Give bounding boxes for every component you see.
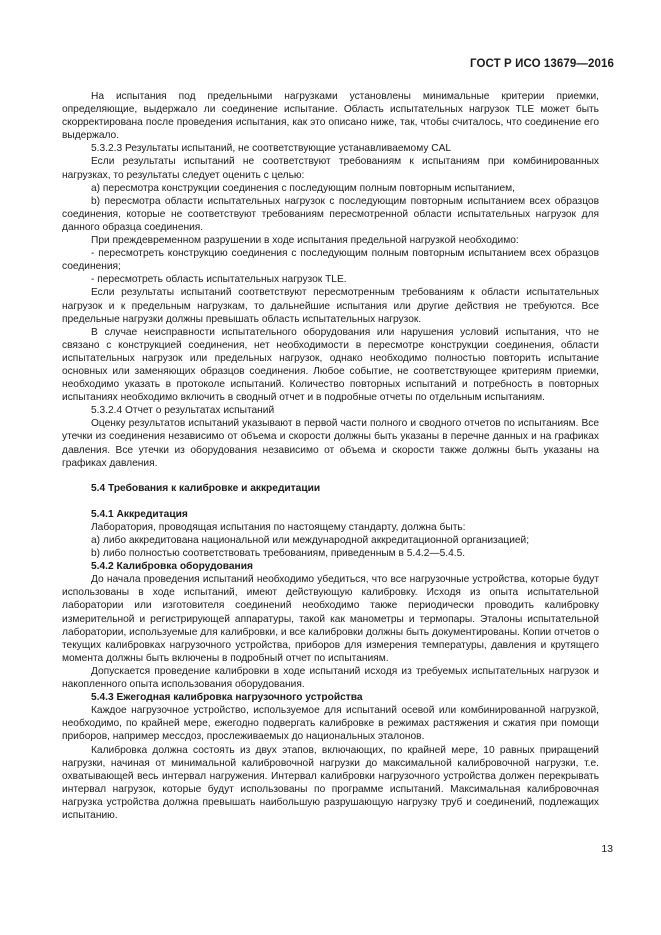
subsection-5-4-3-heading: 5.4.3 Ежегодная калибровка нагрузочного устройства xyxy=(91,692,363,704)
paragraph-report-evaluation: Оценку результатов испытаний указывают в первой части полного и сводного отчетов по испытаниям. Все утечки из соединения независимо от объема и скорости должны быть указаны в перечне данных и на графиках давления. Все утечки из оборудования независимо от объема и скорости также должны быть указаны на графиках давления. xyxy=(62,418,599,469)
paragraph-results-mismatch: Если результаты испытаний не соответствуют требованиям к испытаниям при комбинированных нагрузках, то результаты следует оценить с целью: xyxy=(62,156,599,181)
page-body xyxy=(62,90,599,822)
subsection-5-3-2-4: 5.3.2.4 Отчет о результатах испытаний xyxy=(91,405,275,417)
paragraph-calibration-allowed: Допускается проведение калибровки в ходе испытаний исходя из требуемых испытательных нагрузок и накопленного опыта использования оборудования. xyxy=(62,665,599,691)
list-item-a-accredited: а) либо аккредитована национальной или международной аккредитационной организацией; xyxy=(91,535,530,546)
page-number: 13 xyxy=(601,843,613,855)
list-item-revise-tle: - пересмотреть область испытательных нагрузок TLE. xyxy=(91,274,347,286)
subsection-5-4-1-heading: 5.4.1 Аккредитация xyxy=(91,508,188,520)
paragraph-revised-compliance: Если результаты испытаний соответствуют пересмотренным требованиям к области испытательных нагрузок и к предельным нагрузкам, то дальнейшие испытания или другие действия не требуются. Все предельные нагрузки должны превышать область испытательных нагрузок. xyxy=(62,287,599,325)
list-item-revise-design: - пересмотреть конструкцию соединения с последующим полным повторным испытанием всех образцов соединения; xyxy=(62,248,599,273)
list-item-b-compliant: b) либо полностью соответствовать требованиям, приведенным в 5.4.2—5.4.5. xyxy=(91,548,466,560)
paragraph-premature-failure: При преждевременном разрушении в ходе испытания предельной нагрузкой необходимо: xyxy=(91,235,519,247)
subsection-5-4-2-heading: 5.4.2 Калибровка оборудования xyxy=(91,561,253,573)
list-item-b-revise-area: b) пересмотра области испытательных нагрузок с последующим повторным испытанием всех образцов соединения, которые не соответствуют требованиям пересмотренной области испытательных нагрузок для данного образца соединения. xyxy=(62,195,599,233)
paragraph-annual-calibration: Каждое нагрузочное устройство, используемое для испытаний осевой или комбинированной нагрузкой, необходимо, по крайней мере, ежегодно подвергать калибровке в режимах растяжения и сжатия при помощи приборов, например мессдоз, прослеживаемых до национальных эталонов. xyxy=(62,705,599,743)
paragraph-criteria: На испытания под предельными нагрузками установлены минимальные критерии приемки, определяющие, выдержало ли соединение испытание. Область испытательных нагрузок TLE может быть скорректирована после проведения испытания, как это описано ниже, так, чтобы считалось, что соединение его выдержало. xyxy=(62,91,599,142)
standard-header: ГОСТ Р ИСО 13679—2016 xyxy=(469,58,614,70)
paragraph-calibration-stages: Калибровка должна состоять из двух этапов, включающих, по крайней мере, 10 равных приращений нагрузки, начиная от минимальной калибровочной нагрузки до максимальной калибровочной нагрузки, т.е. охватывающей весь интервал нагружения. Интервал калибровки нагрузочного устройства должен перекрывать интервал нагрузок, которые будут использованы по программе испытаний. Максимальная калибровочная нагрузка устройства должна превышать наибольшую разрушающую нагрузку труб и соединений, подлежащих испытанию. xyxy=(62,744,599,821)
paragraph-calibration-before: До начала проведения испытаний необходимо убедиться, что все нагрузочные устройства, которые будут использованы в ходе испытаний, имеют действующую калибровку. Исходя из опыта испытательной лаборатории или изготовителя соединений необходимо также периодически проводить калибровку измерительной и регистрирующей аппаратуры, такой как манометры и термопары. Эталоны испытательной лаборатории, используемые для калибровки, и все калибровки должны быть документированы. Копии отчетов о текущих калибровках нагрузочного устройства, приборов для измерения температуры, давления и крутящего момента должны быть включены в подробный отчет по испытаниям. xyxy=(62,574,599,664)
list-item-a-redesign: а) пересмотра конструкции соединения с последующим полным повторным испытанием, xyxy=(91,182,515,194)
subsection-5-3-2-3: 5.3.2.3 Результаты испытаний, не соответствующие устанавливаемому CAL xyxy=(91,143,452,155)
paragraph-laboratory: Лаборатория, проводящая испытания по настоящему стандарту, должна быть: xyxy=(91,521,466,533)
section-5-4-heading: 5.4 Требования к калибровке и аккредитации xyxy=(91,482,321,494)
paragraph-equipment-failure: В случае неисправности испытательного оборудования или нарушения условий испытания, что не связано с конструкцией соединения, нет необходимости в пересмотре конструкции соединения, области испытательных нагрузок или предельных нагрузок, однако необходимо полностью повторить испытание основных или заменяющих образцов соединения. Любое событие, не соответствующее критериям приемки, необходимо указать в протоколе испытаний. Количество повторных испытаний и потребность в повторных испытаниях необходимо включить в сводный отчет и в подробные отчеты по отдельным испытаниям. xyxy=(62,326,599,404)
